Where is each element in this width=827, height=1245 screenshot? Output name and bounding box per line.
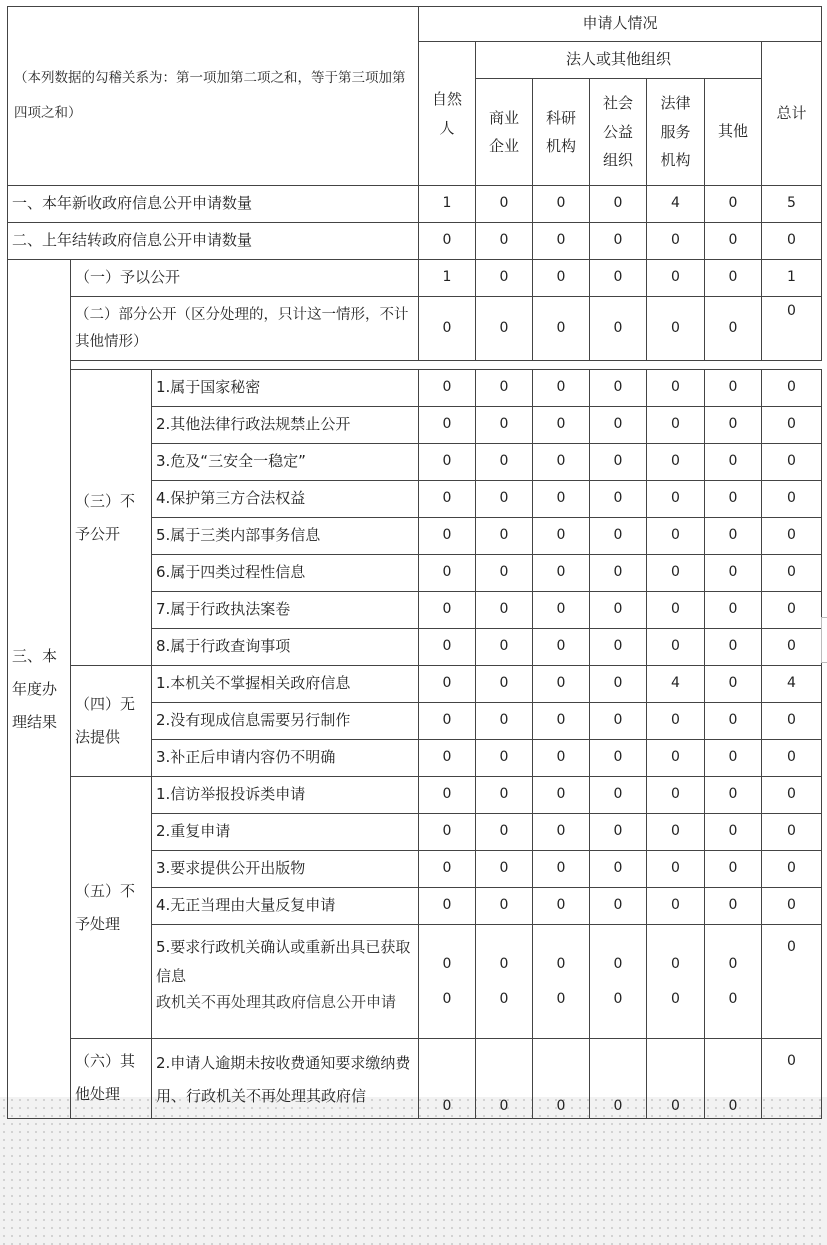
cell: 0 0 (533, 925, 590, 1039)
cell: 0 (647, 740, 705, 777)
cell: 0 0 (419, 925, 476, 1039)
cell: 0 (762, 297, 822, 361)
cell: 0 (476, 370, 533, 407)
cell: 0 (533, 260, 590, 297)
cell: 0 (647, 518, 705, 555)
cell: 0 (533, 444, 590, 481)
header-legal-service: 法律服务机构 (647, 79, 705, 186)
table-row (8, 370, 822, 407)
cell: 0 (762, 703, 822, 740)
cell: 0 (762, 481, 822, 518)
cell: 0 (419, 1039, 476, 1119)
cell: 0 (476, 407, 533, 444)
cell: 0 (590, 370, 647, 407)
cell: 0 (419, 407, 476, 444)
cell: 0 (762, 1039, 822, 1119)
cell: 0 (762, 740, 822, 777)
cell: 0 (762, 629, 822, 666)
cell: 0 0 (705, 925, 762, 1039)
row-label: 1.属于国家秘密 (152, 370, 419, 407)
table-note: （本列数据的勾稽关系为：第一项加第二项之和，等于第三项加第四项之和） (8, 7, 419, 186)
cell: 0 (419, 666, 476, 703)
cell: 0 (419, 223, 476, 260)
cell: 0 (476, 740, 533, 777)
section3-label: 三、本年度办理结果 (8, 260, 71, 1119)
cell: 1 (419, 260, 476, 297)
cell: 0 (533, 186, 590, 223)
cell: 4 (762, 666, 822, 703)
cell: 0 (533, 297, 590, 361)
cell: 0 (476, 223, 533, 260)
cell: 0 (762, 555, 822, 592)
cell: 0 (533, 555, 590, 592)
cell: 1 (762, 260, 822, 297)
cell: 0 (705, 407, 762, 444)
other-processing-label: （六）其他处理 (71, 1039, 152, 1119)
not-processed-label: （五）不予处理 (71, 777, 152, 1039)
row-label: 二、上年结转政府信息公开申请数量 (8, 223, 419, 260)
cell: 0 (762, 851, 822, 888)
row-label: （二）部分公开（区分处理的，只计这一情形，不计其他情形） (71, 297, 419, 361)
table-row (8, 260, 822, 297)
cell: 0 (419, 777, 476, 814)
cell: 0 (705, 592, 762, 629)
header-natural-person: 自然人 (419, 42, 476, 186)
cell: 0 (705, 370, 762, 407)
cell: 0 (705, 703, 762, 740)
table-row (8, 223, 822, 260)
cell: 0 (590, 297, 647, 361)
cell: 4 (647, 186, 705, 223)
cell: 0 (533, 888, 590, 925)
cell: 0 (647, 260, 705, 297)
cell: 0 (476, 297, 533, 361)
cell: 0 0 (590, 925, 647, 1039)
scroll-tab[interactable] (821, 617, 827, 663)
cell: 0 (533, 814, 590, 851)
cell: 0 (476, 666, 533, 703)
cell: 0 (419, 888, 476, 925)
cell: 0 (590, 703, 647, 740)
row-label: 8.属于行政查询事项 (152, 629, 419, 666)
cell: 0 (705, 666, 762, 703)
cell: 0 (476, 1039, 533, 1119)
row-label: （一）予以公开 (71, 260, 419, 297)
cell: 0 (647, 888, 705, 925)
disclosure-stats-table (7, 6, 822, 1119)
cell: 0 (647, 814, 705, 851)
cell: 0 (533, 777, 590, 814)
cell: 0 (705, 186, 762, 223)
header-applicant-situation: 申请人情况 (419, 7, 822, 42)
overlapping-text: 政机关不再处理其政府信息公开申请 (156, 993, 397, 1011)
cell: 0 (419, 703, 476, 740)
cell: 0 (590, 555, 647, 592)
cell: 0 (647, 851, 705, 888)
header-research: 科研机构 (533, 79, 590, 186)
cell: 0 (647, 592, 705, 629)
row-label: 2.其他法律行政法规禁止公开 (152, 407, 419, 444)
cell: 0 (590, 629, 647, 666)
cell: 0 (762, 444, 822, 481)
table-row (8, 186, 822, 223)
cell: 0 (762, 518, 822, 555)
cell: 4 (647, 666, 705, 703)
header-social-welfare: 社会公益组织 (590, 79, 647, 186)
cell: 0 (419, 555, 476, 592)
cell: 0 (476, 777, 533, 814)
cell: 0 (590, 814, 647, 851)
row-label: 5.属于三类内部事务信息 (152, 518, 419, 555)
cell: 0 (762, 925, 822, 1039)
cell: 0 (705, 1039, 762, 1119)
cell: 0 (705, 481, 762, 518)
cell: 0 (533, 740, 590, 777)
header-commercial: 商业企业 (476, 79, 533, 186)
cell: 0 (647, 555, 705, 592)
cell: 0 (533, 629, 590, 666)
cell: 0 (705, 851, 762, 888)
cell: 0 (533, 223, 590, 260)
cell: 0 (590, 1039, 647, 1119)
cell: 0 (705, 777, 762, 814)
cell: 0 (419, 851, 476, 888)
header-total: 总计 (762, 42, 822, 186)
cell: 0 (419, 592, 476, 629)
cell: 0 (762, 370, 822, 407)
cell: 0 (647, 777, 705, 814)
cell: 0 (590, 407, 647, 444)
cell: 0 (590, 592, 647, 629)
cell: 0 (476, 555, 533, 592)
row-label: 7.属于行政执法案卷 (152, 592, 419, 629)
cell: 0 (762, 592, 822, 629)
cell: 0 (647, 223, 705, 260)
cell: 0 (647, 407, 705, 444)
cell: 0 (705, 223, 762, 260)
cell: 0 (647, 481, 705, 518)
not-disclosed-label: （三）不予公开 (71, 370, 152, 666)
cell: 0 (476, 629, 533, 666)
cell: 0 (590, 186, 647, 223)
row-label: 4.无正当理由大量反复申请 (152, 888, 419, 925)
cell: 0 (476, 444, 533, 481)
cell: 0 (419, 481, 476, 518)
cell: 0 (590, 851, 647, 888)
row-label: 2.重复申请 (152, 814, 419, 851)
cell: 0 (647, 444, 705, 481)
cell: 0 (647, 1039, 705, 1119)
cell: 0 (647, 370, 705, 407)
row-label: 3.补正后申请内容仍不明确 (152, 740, 419, 777)
cell: 0 (590, 888, 647, 925)
cell: 0 (476, 186, 533, 223)
cell: 0 (705, 555, 762, 592)
cell: 0 (533, 592, 590, 629)
row-label: 2.没有现成信息需要另行制作 (152, 703, 419, 740)
cell: 0 (533, 370, 590, 407)
cell: 0 (476, 851, 533, 888)
table-row (8, 777, 822, 814)
cell: 0 (647, 297, 705, 361)
cell: 0 (533, 666, 590, 703)
header-legal-or-other-org: 法人或其他组织 (476, 42, 762, 79)
header-other: 其他 (705, 79, 762, 186)
cell: 0 (476, 814, 533, 851)
row-label: 6.属于四类过程性信息 (152, 555, 419, 592)
cell: 0 (590, 223, 647, 260)
cell: 0 (533, 518, 590, 555)
cell: 0 (590, 740, 647, 777)
cell: 0 (705, 297, 762, 361)
cell: 0 (533, 1039, 590, 1119)
row-label: 4.保护第三方合法权益 (152, 481, 419, 518)
cell: 0 (705, 740, 762, 777)
cell: 0 (590, 777, 647, 814)
cell: 0 (705, 814, 762, 851)
cell: 0 (476, 592, 533, 629)
cell: 0 (476, 481, 533, 518)
row-label: 1.信访举报投诉类申请 (152, 777, 419, 814)
cell: 0 (419, 740, 476, 777)
cell: 0 (533, 703, 590, 740)
cell: 0 (419, 629, 476, 666)
cell: 0 (590, 260, 647, 297)
cell: 0 0 (476, 925, 533, 1039)
cell: 0 0 (647, 925, 705, 1039)
row-label: 3.要求提供公开出版物 (152, 851, 419, 888)
cell: 5 (762, 186, 822, 223)
cell: 0 (476, 260, 533, 297)
cell: 0 (762, 407, 822, 444)
cell: 0 (705, 260, 762, 297)
cell: 0 (647, 703, 705, 740)
cell: 0 (762, 777, 822, 814)
cell: 0 (590, 666, 647, 703)
cell: 0 (762, 223, 822, 260)
row-label: 3.危及“三安全一稳定” (152, 444, 419, 481)
cell: 0 (476, 703, 533, 740)
table-row (8, 297, 822, 361)
cell: 0 (419, 814, 476, 851)
table-row (8, 666, 822, 703)
cell: 0 (762, 814, 822, 851)
cell: 0 (762, 888, 822, 925)
cell: 0 (590, 444, 647, 481)
cell: 0 (476, 518, 533, 555)
cell: 0 (476, 888, 533, 925)
unable-label: （四）无法提供 (71, 666, 152, 777)
cell: 0 (590, 481, 647, 518)
cell: 0 (705, 629, 762, 666)
cell: 1 (419, 186, 476, 223)
cell: 0 (705, 888, 762, 925)
cell: 0 (705, 444, 762, 481)
cell: 0 (705, 518, 762, 555)
cell: 0 (533, 407, 590, 444)
row-label: 5.要求行政机关确认或重新出具已获取信息 政机关不再处理其政府信息公开申请 (152, 925, 419, 1039)
cell: 0 (419, 444, 476, 481)
table-row (8, 1039, 822, 1119)
row-label: 一、本年新收政府信息公开申请数量 (8, 186, 419, 223)
cell: 0 (590, 518, 647, 555)
row-label: 2.申请人逾期未按收费通知要求缴纳费用、行政机关不再处理其政府信 (152, 1039, 419, 1119)
row-label: 1.本机关不掌握相关政府信息 (152, 666, 419, 703)
cell: 0 (419, 297, 476, 361)
cell: 0 (419, 518, 476, 555)
cell: 0 (533, 481, 590, 518)
cell: 0 (533, 851, 590, 888)
cell: 0 (419, 370, 476, 407)
cell: 0 (647, 629, 705, 666)
